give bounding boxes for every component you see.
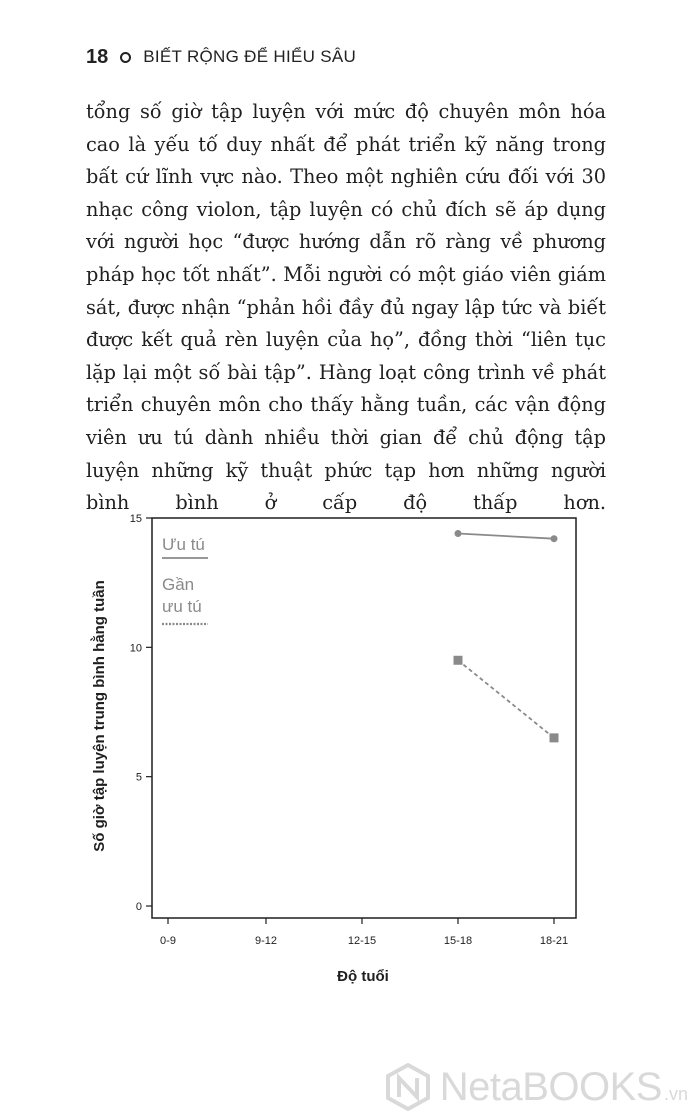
paragraph-end: tuần, các vận động viên ưu tú dành nhiều thời gian để chủ động tập luyện những kỹ thuật phức tạp hơn những người bình bình ở cấp độ thấp hơn.	[86, 393, 606, 515]
watermark-brand: NetaBOOKS	[439, 1064, 662, 1109]
y-tick-label: 10	[129, 642, 142, 655]
circle-bullet-icon	[120, 52, 131, 63]
page-header	[86, 44, 356, 70]
series-point-square	[550, 733, 559, 742]
y-tick-label: 5	[135, 771, 142, 784]
y-ticks	[130, 513, 152, 913]
plot-frame	[152, 518, 576, 918]
x-tick-label: 15-18	[443, 935, 473, 947]
y-axis-label: Số giờ tập luyện trung bình hằng tuần	[91, 580, 108, 852]
series-point-circle	[455, 530, 462, 537]
x-tick-label: 18-21	[539, 935, 569, 947]
x-tick-label: 9-12	[254, 935, 278, 947]
watermark	[384, 1063, 688, 1111]
netabooks-logo-icon	[384, 1063, 432, 1111]
x-tick-label: 0-9	[160, 935, 176, 947]
training-hours-chart	[86, 506, 606, 996]
y-tick-label: 15	[129, 513, 142, 525]
series-line-0	[458, 534, 554, 539]
body-text	[86, 96, 606, 520]
x-axis-label: Độ tuổi	[337, 968, 389, 985]
running-title: BIẾT RỘNG ĐỂ HIỂU SÂU	[143, 47, 357, 66]
legend-label-elite: Ưu tú	[162, 535, 205, 554]
watermark-tld: .vn	[663, 1084, 688, 1104]
series-point-square	[454, 656, 463, 665]
series-line-1	[458, 660, 554, 738]
x-tick-label: 12-15	[347, 935, 377, 947]
chart-axes	[152, 518, 576, 918]
y-tick-label: 0	[135, 901, 142, 913]
body-paragraph	[86, 96, 606, 520]
legend-label-near-elite-2: ưu tú	[162, 597, 202, 616]
x-ticks	[160, 918, 568, 947]
paragraph-main: tổng số giờ tập luyện với mức độ chuyên môn hóa cao là yếu tố duy nhất để phát triển kỹ năng trong bất cứ lĩnh vực nào. Theo một nghiên cứu đối với 30 nhạc công violon, tập luyện có chủ đích sẽ áp dụng với người học “được hướng dẫn rõ ràng về phương pháp học tốt nhất”. Mỗi người có một giáo viên giám sát, được nhận “phản hồi đầy đủ ngay lập tức và biết được kết quả rèn luyện của họ”, đồng thời “liên tục lặp lại một số bài tập”. Hàng loạt công trình về phát triển chuyên môn cho thấy hằng	[86, 100, 606, 417]
page-number: 18	[86, 45, 109, 68]
legend-label-near-elite-1: Gần	[162, 575, 195, 594]
chart-svg	[86, 506, 606, 996]
chart-series	[454, 530, 559, 742]
chart-legend	[162, 535, 208, 624]
series-point-circle	[551, 535, 558, 542]
